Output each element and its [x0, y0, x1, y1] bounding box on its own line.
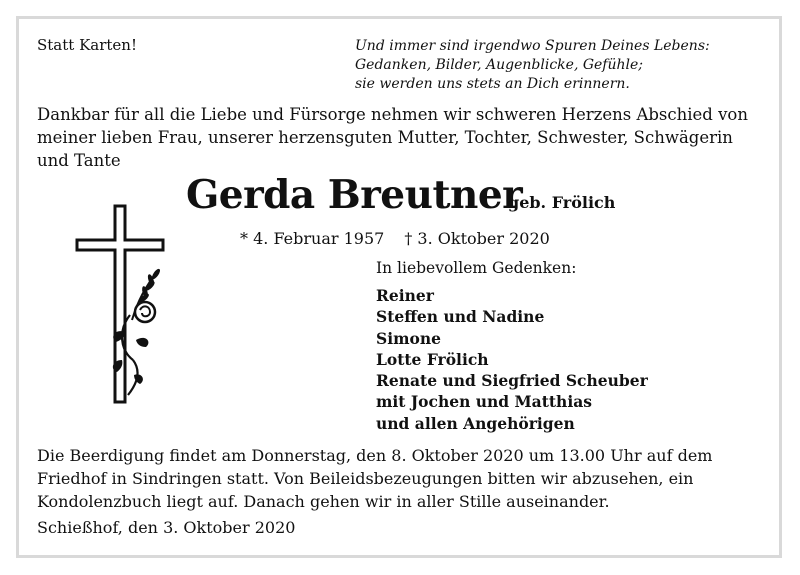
birth-date: * 4. Februar 1957: [240, 229, 385, 248]
mourner-name: und allen Angehörigen: [376, 413, 575, 433]
mourner-name: Steffen und Nadine: [376, 307, 545, 327]
intro-line: meiner lieben Frau, unserer herzensguten Mutter, Tochter, Schwester, Schwägerin: [37, 128, 733, 147]
statt-karten: Statt Karten!: [37, 36, 137, 54]
mourner-name: Renate und Siegfried Scheuber: [376, 371, 648, 391]
mourners-list: [376, 285, 648, 434]
poem-line: Gedanken, Bilder, Augenblicke, Gefühle;: [355, 57, 644, 73]
mourner-name: Lotte Frölich: [376, 349, 489, 369]
intro-line: und Tante: [37, 151, 121, 170]
mourner-name: mit Jochen und Matthias: [376, 392, 592, 412]
funeral-line: Die Beerdigung findet am Donnerstag, den 8. Oktober 2020 um 13.00 Uhr auf dem: [37, 446, 713, 465]
death-date: † 3. Oktober 2020: [404, 229, 550, 248]
mourner-name: Reiner: [376, 286, 434, 305]
intro-text: [37, 103, 767, 172]
funeral-info: [37, 444, 777, 513]
poem-line: sie werden uns stets an Dich erinnern.: [355, 76, 630, 92]
intro-line: Dankbar für all die Liebe und Fürsorge nehmen wir schweren Herzens Abschied von: [37, 105, 748, 124]
poem-line: Und immer sind irgendwo Spuren Deines Lebens:: [355, 38, 710, 54]
place-date: Schießhof, den 3. Oktober 2020: [37, 518, 296, 537]
deceased-name: Gerda Breutner: [186, 172, 523, 218]
funeral-line: Kondolenzbuch liegt auf. Danach gehen wir in aller Stille auseinander.: [37, 492, 610, 511]
birth-name: geb. Frölich: [508, 193, 616, 212]
mourner-name: Simone: [376, 328, 441, 348]
poem: [355, 37, 710, 94]
life-dates: [240, 229, 550, 248]
memory-intro: In liebevollem Gedenken:: [376, 259, 577, 277]
funeral-line: Friedhof in Sindringen statt. Von Beileidsbezeugungen bitten wir abzusehen, ein: [37, 469, 694, 488]
cross-with-rose-icon: [70, 200, 170, 419]
